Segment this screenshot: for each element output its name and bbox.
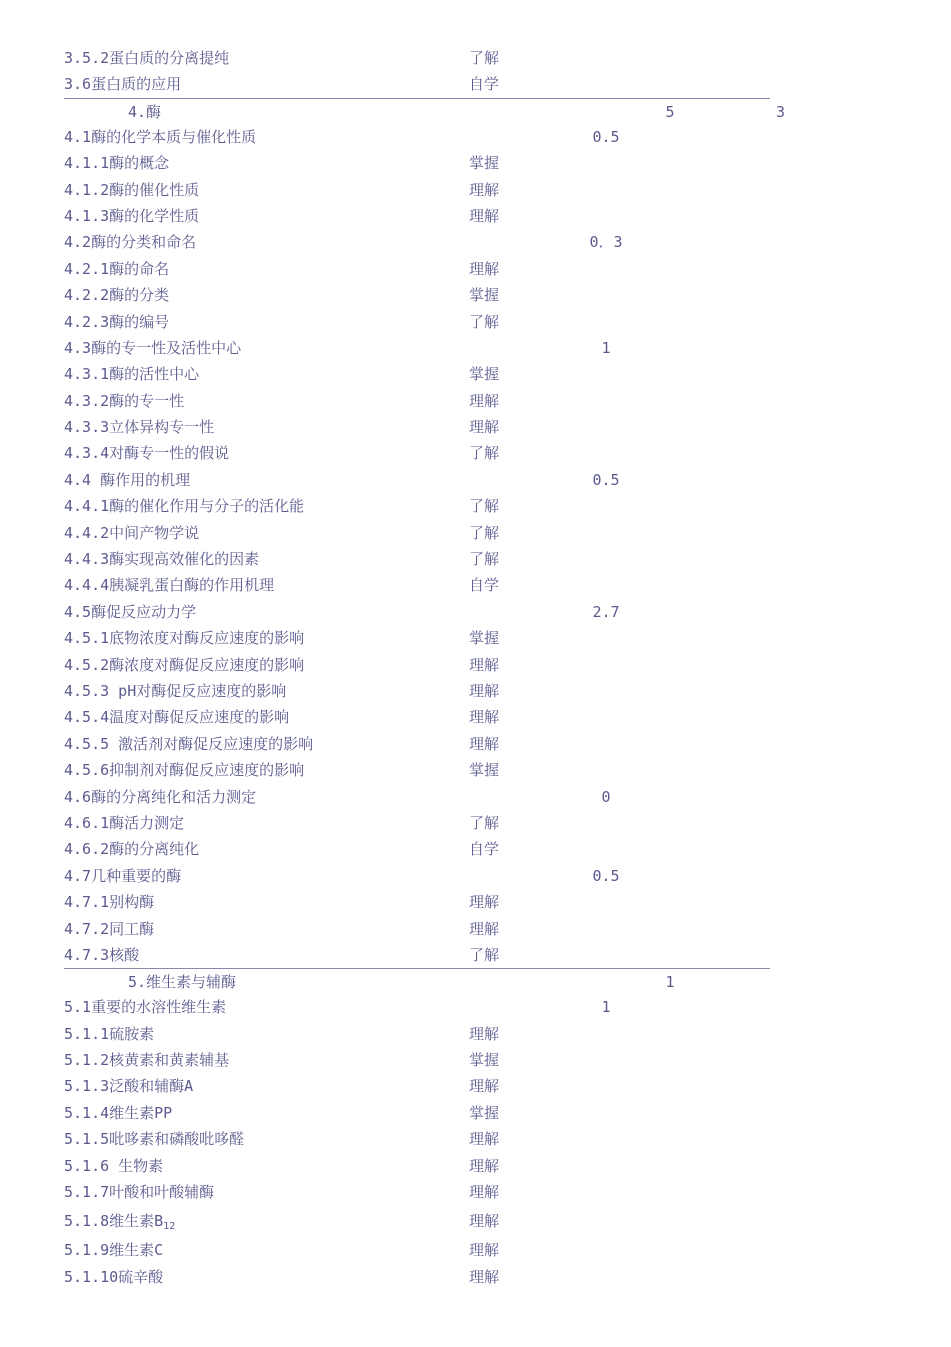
topic-title: 4.1酶的化学本质与催化性质: [64, 127, 257, 146]
table-row: [64, 968, 770, 994]
topic-title: 4.3.2酶的专一性: [64, 391, 185, 410]
requirement-level: 了解: [469, 312, 500, 331]
requirement-level: 掌握: [469, 286, 500, 305]
requirement-level: 掌握: [469, 154, 500, 173]
topic-title: 4.1.3酶的化学性质: [64, 206, 200, 225]
topic-title: 4.4.3酶实现高效催化的因素: [64, 550, 260, 569]
table-row: [0, 45, 951, 71]
table-row: [0, 150, 951, 176]
table-row: [0, 810, 951, 836]
table-row: [0, 916, 951, 942]
topic-title: 4.2酶的分类和命名: [64, 233, 197, 252]
table-row: [0, 704, 951, 730]
topic-title: 5.1.4维生素PP: [64, 1103, 173, 1122]
requirement-level: 掌握: [469, 1051, 500, 1070]
table-row: [0, 203, 951, 229]
hours-lecture: 0．3: [589, 233, 623, 252]
hours-lecture: 1: [601, 338, 611, 357]
table-row: [0, 1126, 951, 1152]
topic-title: 4.4.2中间产物学说: [64, 523, 200, 542]
topic-title: 4.6.1酶活力测定: [64, 813, 185, 832]
requirement-level: 理解: [469, 1241, 500, 1260]
table-row: [0, 414, 951, 440]
topic-title: 4.5.1底物浓度对酶反应速度的影响: [64, 629, 305, 648]
table-row: [0, 1073, 951, 1099]
topic-title: 3.6蛋白质的应用: [64, 75, 182, 94]
topic-title: 4.5酶促反应动力学: [64, 602, 197, 621]
table-row: [0, 599, 951, 625]
requirement-level: 掌握: [469, 761, 500, 780]
table-row: [0, 493, 951, 519]
requirement-level: 理解: [469, 655, 500, 674]
table-row: [0, 863, 951, 889]
topic-title: 4.6.2酶的分离纯化: [64, 840, 200, 859]
topic-title: 5.1.5吡哆素和磷酸吡哆醛: [64, 1130, 245, 1149]
topic-title: 3.5.2蛋白质的分离提纯: [64, 49, 230, 67]
requirement-level: 理解: [469, 180, 500, 199]
topic-title: 5.1.3泛酸和辅酶A: [64, 1077, 194, 1096]
requirement-level: 理解: [469, 1267, 500, 1286]
topic-title: 4.4.4胰凝乳蛋白酶的作用机理: [64, 576, 275, 595]
topic-title: 4.5.5 激活剂对酶促反应速度的影响: [64, 734, 314, 753]
requirement-level: 理解: [469, 893, 500, 912]
table-row: [0, 1153, 951, 1179]
table-row: [0, 836, 951, 862]
requirement-level: 了解: [469, 444, 500, 463]
requirement-level: 了解: [469, 813, 500, 832]
requirement-level: 理解: [469, 1024, 500, 1043]
requirement-level: 了解: [469, 945, 500, 964]
requirement-level: 理解: [469, 734, 500, 753]
hours-lecture: 2.7: [592, 602, 620, 621]
topic-title: 4.2.3酶的编号: [64, 312, 170, 331]
topic-title: 5.1.2核黄素和黄素辅基: [64, 1051, 230, 1070]
topic-title: 4.2.2酶的分类: [64, 286, 170, 305]
topic-title: 4.4.1酶的催化作用与分子的活化能: [64, 497, 305, 516]
hours-lab: 3: [776, 102, 786, 121]
topic-title: 4.3.4对酶专一性的假说: [64, 444, 230, 463]
requirement-level: 自学: [469, 576, 500, 595]
table-row: [0, 1021, 951, 1047]
topic-title: 5.1重要的水溶性维生素: [64, 998, 227, 1017]
requirement-level: 理解: [469, 1156, 500, 1175]
topic-title: 4.7.3核酸: [64, 945, 140, 964]
hours-lecture: 5: [665, 102, 675, 121]
table-row: [0, 784, 951, 810]
table-row: [0, 335, 951, 361]
table-row: [0, 467, 951, 493]
topic-title: 5.维生素与辅酶: [128, 973, 237, 992]
table-row: [0, 731, 951, 757]
table-row: [0, 1047, 951, 1073]
syllabus-table: [0, 45, 951, 1290]
requirement-level: 自学: [469, 75, 500, 94]
topic-title: 4.5.3 pH对酶促反应速度的影响: [64, 681, 287, 700]
topic-title: 4.5.2酶浓度对酶促反应速度的影响: [64, 655, 305, 674]
requirement-level: 理解: [469, 681, 500, 700]
hours-lecture: 1: [665, 973, 675, 992]
table-row: [0, 282, 951, 308]
table-row: [0, 994, 951, 1020]
requirement-level: 了解: [469, 497, 500, 516]
topic-title: 5.1.6 生物素: [64, 1156, 164, 1175]
topic-title: 4.7几种重要的酶: [64, 866, 182, 885]
topic-title: 4.3酶的专一性及活性中心: [64, 338, 242, 357]
topic-title: 4.1.2酶的催化性质: [64, 180, 200, 199]
requirement-level: 理解: [469, 1183, 500, 1202]
table-row: [0, 572, 951, 598]
hours-lecture: 0.5: [592, 470, 620, 489]
table-row: [0, 625, 951, 651]
topic-title: 5.1.1硫胺素: [64, 1024, 155, 1043]
table-row: [0, 652, 951, 678]
table-row: [0, 546, 951, 572]
requirement-level: 理解: [469, 919, 500, 938]
topic-title: 5.1.7叶酸和叶酸辅酶: [64, 1183, 215, 1202]
topic-title: 4.1.1酶的概念: [64, 154, 170, 173]
table-row: [0, 889, 951, 915]
requirement-level: 掌握: [469, 629, 500, 648]
requirement-level: 了解: [469, 49, 500, 67]
requirement-level: 了解: [469, 523, 500, 542]
table-row: [0, 256, 951, 282]
requirement-level: 掌握: [469, 365, 500, 384]
requirement-level: 自学: [469, 840, 500, 859]
table-row: [0, 71, 951, 97]
topic-title: 4.5.6抑制剂对酶促反应速度的影响: [64, 761, 305, 780]
hours-lecture: 0.5: [592, 127, 620, 146]
requirement-level: 理解: [469, 1212, 500, 1231]
topic-title: 4.4 酶作用的机理: [64, 470, 191, 489]
requirement-level: 了解: [469, 550, 500, 569]
table-row: [0, 124, 951, 150]
topic-title: 5.1.9维生素C: [64, 1241, 164, 1260]
topic-title: 4.7.1别构酶: [64, 893, 155, 912]
hours-lecture: 1: [601, 998, 611, 1017]
table-row: [0, 1179, 951, 1205]
topic-title: 4.7.2同工酶: [64, 919, 155, 938]
requirement-level: 理解: [469, 708, 500, 727]
table-row: [0, 1205, 951, 1237]
topic-title: 5.1.10硫辛酸: [64, 1267, 164, 1286]
requirement-level: 掌握: [469, 1103, 500, 1122]
topic-title: 4.5.4温度对酶促反应速度的影响: [64, 708, 290, 727]
subscript: 12: [163, 1221, 176, 1233]
requirement-level: 理解: [469, 206, 500, 225]
topic-title: 4.3.3立体异构专一性: [64, 418, 215, 437]
table-row: [0, 229, 951, 255]
table-row: [0, 757, 951, 783]
table-row: [0, 440, 951, 466]
topic-title: 4.酶: [128, 102, 162, 121]
hours-lecture: 0: [601, 787, 611, 806]
table-row: [0, 388, 951, 414]
requirement-level: 理解: [469, 391, 500, 410]
requirement-level: 理解: [469, 1130, 500, 1149]
topic-title: 4.2.1酶的命名: [64, 259, 170, 278]
table-row: [0, 520, 951, 546]
table-row: [0, 1264, 951, 1290]
topic-title: 5.1.8维生素$B_{12}$: [64, 1212, 176, 1233]
hours-lecture: 0.5: [592, 866, 620, 885]
table-row: [0, 1100, 951, 1126]
table-row: [0, 309, 951, 335]
requirement-level: 理解: [469, 259, 500, 278]
requirement-level: 理解: [469, 418, 500, 437]
table-row: [0, 1237, 951, 1263]
requirement-level: 理解: [469, 1077, 500, 1096]
table-row: [64, 98, 786, 124]
table-row: [0, 678, 951, 704]
table-row: [0, 361, 951, 387]
topic-title: 4.3.1酶的活性中心: [64, 365, 200, 384]
table-row: [0, 942, 951, 968]
topic-title: 4.6酶的分离纯化和活力测定: [64, 787, 257, 806]
table-row: [0, 177, 951, 203]
